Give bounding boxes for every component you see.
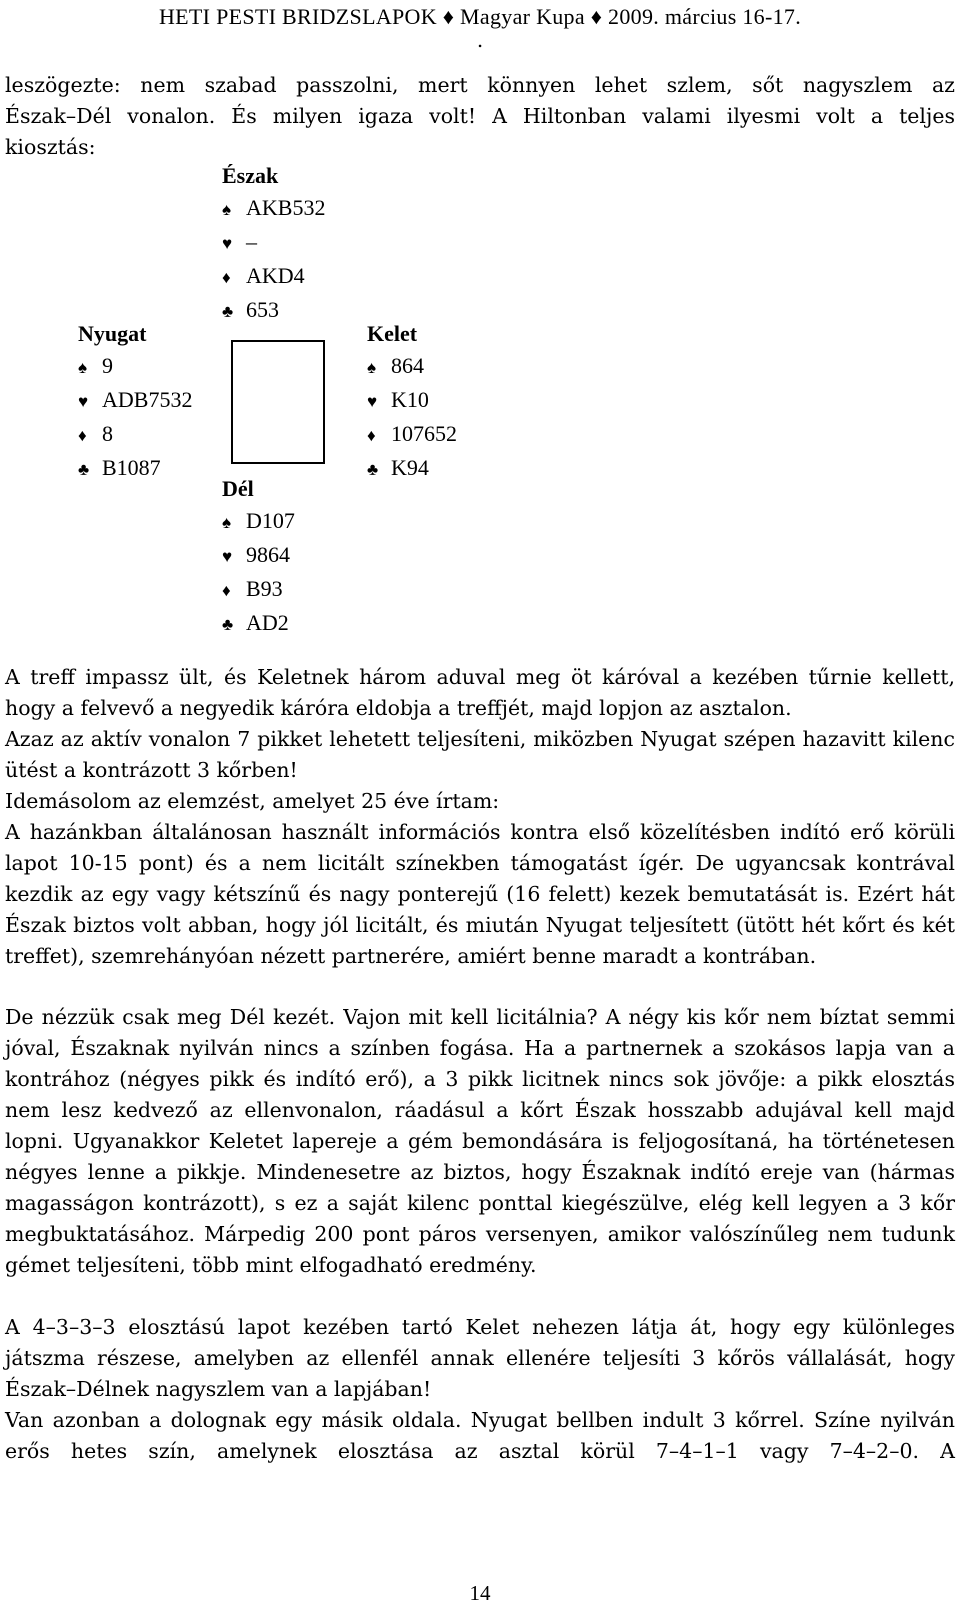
diamond-icon: ♦	[222, 581, 231, 600]
north-spades: AKB532	[246, 195, 326, 220]
west-title: Nyugat	[78, 321, 147, 346]
diamond-icon: ♦	[367, 426, 376, 445]
paragraph-4: A hazánkban általánosan használt információs kontra első közelítésben indító erő körüli lapot 10-15 pont) és a nem licitált színekben támogatást ígér. De ugyancsak kontrával kezdik az egy vagy kétszínű és nagy ponterejű (16 felett) kezek bemutatását is. Ezért hát Észak biztos volt abban, hogy jól licitált, és miután Nyugat teljesített (ütött hét kőrt és két treffet), szemrehányóan nézett partnerére, amiért benne maradt a kontrában.	[5, 820, 955, 968]
north-hearts: –	[246, 229, 257, 254]
paragraph-2: Azaz az aktív vonalon 7 pikket lehetett teljesíteni, miközben Nyugat szépen hazavitt kilenc ütést a kontrázott 3 kőrben!	[5, 727, 955, 782]
south-title: Dél	[222, 476, 254, 501]
north-hand	[222, 160, 325, 328]
west-hand	[78, 318, 192, 486]
spade-icon: ♠	[222, 200, 232, 219]
club-icon: ♣	[222, 302, 234, 321]
spade-icon: ♠	[78, 358, 88, 377]
west-spades: 9	[102, 353, 113, 378]
east-clubs: K94	[391, 455, 429, 480]
east-spades: 864	[391, 353, 424, 378]
table-diagram	[231, 340, 325, 464]
south-hand	[222, 473, 295, 641]
heart-icon: ♥	[78, 392, 89, 411]
south-spades: D107	[246, 508, 295, 533]
south-hearts: 9864	[246, 542, 290, 567]
west-hearts: ADB7532	[102, 387, 193, 412]
spade-icon: ♠	[222, 513, 232, 532]
heart-icon: ♥	[222, 547, 233, 566]
intro-line-3: kiosztás:	[5, 135, 96, 159]
west-diamonds: 8	[102, 421, 113, 446]
intro-line-2: Észak–Dél vonalon. És milyen igaza volt! A Hiltonban valami ilyesmi volt a teljes	[5, 104, 955, 128]
paragraph-6: A 4–3–3–3 elosztású lapot kezében tartó Kelet nehezen látja át, hogy egy különleges játszma részese, amelyben az ellenfél annak ellenére teljesíti 3 kőrös vállalását, hogy Észak–Délnek nagyszlem van a lapjában!	[5, 1315, 955, 1401]
spade-icon: ♠	[367, 358, 377, 377]
club-icon: ♣	[222, 615, 234, 634]
club-icon: ♣	[367, 460, 379, 479]
heart-icon: ♥	[367, 392, 378, 411]
east-diamonds: 107652	[391, 421, 457, 446]
north-diamonds: AKD4	[246, 263, 305, 288]
north-title: Észak	[222, 163, 279, 188]
paragraph-7: Van azonban a dolognak egy másik oldala. Nyugat bellben indult 3 kőrrel. Színe nyilván erős hetes szín, amelynek elosztása az asztal körül 7–4–1–1 vagy 7–4–2–0. A	[5, 1408, 955, 1463]
north-clubs: 653	[246, 297, 279, 322]
diamond-icon: ♦	[222, 268, 231, 287]
diamond-icon: ♦	[78, 426, 87, 445]
east-title: Kelet	[367, 321, 418, 346]
header-dot: .	[476, 28, 484, 52]
running-header: HETI PESTI BRIDZSLAPOK ♦ Magyar Kupa ♦ 2009. március 16-17.	[158, 4, 802, 29]
intro-line-1: leszögezte: nem szabad passzolni, mert könnyen lehet szlem, sőt nagyszlem az	[5, 73, 955, 97]
south-diamonds: B93	[246, 576, 283, 601]
page-number: 14	[469, 1581, 491, 1605]
south-clubs: AD2	[246, 610, 289, 635]
east-hand	[367, 318, 457, 486]
west-clubs: B1087	[102, 455, 161, 480]
heart-icon: ♥	[222, 234, 233, 253]
paragraph-1: A treff impassz ült, és Keletnek három aduval meg öt káróval a kezében tűrnie kellett, hogy a felvevő a negyedik káróra eldobja a treffjét, majd lopjon az asztalon.	[5, 665, 955, 720]
paragraph-5: De nézzük csak meg Dél kezét. Vajon mit kell licitálnia? A négy kis kőr nem bíztat semmi jóval, Északnak nyilván nincs a színben fogása. Ha a partnernek a szokásos lapja van a kontrához (négyes pikk és indító erő), a 3 pikk licitnek nincs sok jövője: a pikk elosztás nem lesz kedvező az ellenvonalon, ráadásul a kőrt Észak hosszabb adujával kell majd lopni. Ugyanakkor Keletet lapereje a gém bemondására is feljogosítaná, ha történetesen négyes lenne a pikkje. Mindenesetre az biztos, hogy Északnak indító ereje van (hármas magasságon kontrázott), s ez a saját kilenc ponttal kiegészülve, elég kell legyen a 3 kőr megbuktatásához. Márpedig 200 pont páros versenyen, amikor valószínűleg nem tudunk gémet teljesíteni, több mint elfogadható eredmény.	[5, 1005, 955, 1277]
paragraph-3: Idemásolom az elemzést, amelyet 25 éve írtam:	[5, 789, 500, 813]
east-hearts: K10	[391, 387, 429, 412]
club-icon: ♣	[78, 460, 90, 479]
